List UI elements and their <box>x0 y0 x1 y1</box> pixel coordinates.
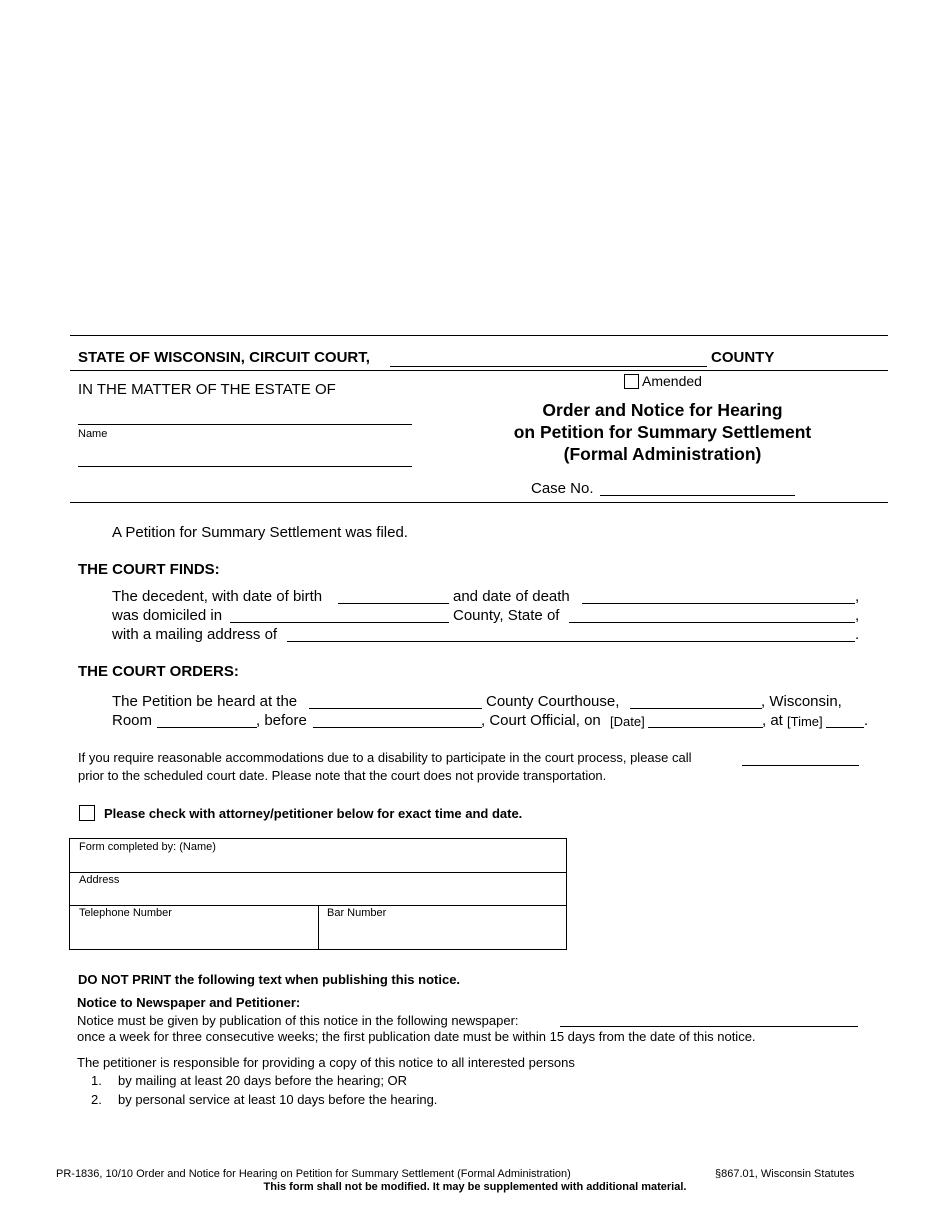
accommodation-text-2: prior to the scheduled court date. Please note that the court does not provide transportation. <box>78 768 607 783</box>
time-caption: [Time] <box>787 714 823 729</box>
hearing-date-field[interactable] <box>648 727 763 728</box>
footer-form-id: PR-1836, 10/10 Order and Notice for Hearing on Petition for Summary Settlement (Formal Administration) <box>56 1168 571 1180</box>
title-line-1: Order and Notice for Hearing <box>542 400 783 420</box>
amended-checkbox[interactable] <box>624 374 639 389</box>
date-of-birth-field[interactable] <box>338 603 449 604</box>
list-item-number: 1. <box>91 1073 102 1088</box>
footer-statute: §867.01, Wisconsin Statutes <box>715 1168 855 1180</box>
list-item: by mailing at least 20 days before the hearing; OR <box>118 1073 408 1088</box>
form-completed-table <box>69 838 567 950</box>
date-caption: [Date] <box>610 714 645 729</box>
county-name-field[interactable] <box>390 366 707 367</box>
orders-heard-label: The Petition be heard at the <box>112 693 298 710</box>
case-no-field[interactable] <box>600 495 795 496</box>
do-not-print-heading: DO NOT PRINT the following text when publishing this notice. <box>78 972 461 987</box>
finds-state-label: County, State of <box>453 607 560 624</box>
room-field[interactable] <box>157 727 257 728</box>
hearing-county-field[interactable] <box>309 708 482 709</box>
hearing-time-field[interactable] <box>826 727 864 728</box>
period-1: . <box>855 626 860 643</box>
comma-1: , <box>855 588 860 605</box>
list-item-number: 2. <box>91 1092 102 1107</box>
decedent-name-field[interactable] <box>78 424 412 425</box>
orders-wisconsin-label: , Wisconsin, <box>761 693 842 710</box>
court-official-field[interactable] <box>313 727 482 728</box>
bar-number-field[interactable]: Bar Number <box>327 907 387 919</box>
title-line-2: on Petition for Summary Settlement <box>513 422 812 442</box>
list-item: by personal service at least 10 days before the hearing. <box>118 1092 438 1107</box>
orders-courthouse-label: County Courthouse, <box>486 693 620 710</box>
telephone-field[interactable]: Telephone Number <box>79 907 172 919</box>
finds-domiciled-label: was domiciled in <box>112 607 223 624</box>
notice-heading: Notice to Newspaper and Petitioner: <box>77 995 301 1010</box>
court-finds-heading: THE COURT FINDS: <box>78 561 220 578</box>
accommodation-text-1: If you require reasonable accommodations due to a disability to participate in the court process, please call <box>78 750 692 765</box>
top-rule <box>70 335 888 336</box>
address-field[interactable]: Address <box>79 874 120 886</box>
domicile-county-field[interactable] <box>230 622 449 623</box>
notice-weeks-text: once a week for three consecutive weeks; the first publication date must be within 15 days from the date of this notice. <box>77 1029 756 1044</box>
mailing-address-field[interactable] <box>287 641 855 642</box>
amended-label: Amended <box>642 373 702 389</box>
finds-birth-label: The decedent, with date of birth <box>112 588 323 605</box>
comma-2: , <box>855 607 860 624</box>
caption-bottom-rule <box>70 502 888 503</box>
period-2: . <box>864 712 869 729</box>
orders-at-label: , at <box>762 712 783 729</box>
check-attorney-checkbox[interactable] <box>79 805 95 821</box>
footer-modification-notice: This form shall not be modified. It may be supplemented with additional material. <box>263 1181 687 1193</box>
hearing-city-field[interactable] <box>630 708 762 709</box>
finds-death-label: and date of death <box>453 588 570 605</box>
case-no-label: Case No. <box>531 480 594 497</box>
check-attorney-label: Please check with attorney/petitioner below for exact time and date. <box>104 806 523 821</box>
date-of-death-field[interactable] <box>582 603 855 604</box>
table-divider-1 <box>70 872 566 873</box>
county-label: COUNTY <box>711 349 775 366</box>
notice-newspaper-text: Notice must be given by publication of this notice in the following newspaper: <box>77 1013 519 1028</box>
notice-responsibility-text: The petitioner is responsible for providing a copy of this notice to all interested persons <box>77 1055 575 1070</box>
newspaper-field[interactable] <box>560 1026 858 1027</box>
orders-official-label: , Court Official, on <box>481 712 601 729</box>
court-orders-heading: THE COURT ORDERS: <box>78 663 239 680</box>
state-court-label: STATE OF WISCONSIN, CIRCUIT COURT, <box>78 349 370 366</box>
orders-room-label: Room <box>112 712 153 729</box>
name-caption: Name <box>78 428 108 440</box>
accommodation-phone-field[interactable] <box>742 765 859 766</box>
header-rule <box>70 370 888 371</box>
domicile-state-field[interactable] <box>569 622 855 623</box>
finds-address-label: with a mailing address of <box>112 626 278 643</box>
title-line-3: (Formal Administration) <box>563 444 762 464</box>
decedent-name-field-2[interactable] <box>78 466 412 467</box>
estate-matter-label: IN THE MATTER OF THE ESTATE OF <box>78 381 336 398</box>
form-title <box>490 399 835 465</box>
completed-by-field[interactable]: Form completed by: (Name) <box>79 841 216 853</box>
orders-before-label: , before <box>256 712 307 729</box>
table-vertical-divider <box>318 905 319 949</box>
petition-filed-text: A Petition for Summary Settlement was filed. <box>112 524 408 541</box>
